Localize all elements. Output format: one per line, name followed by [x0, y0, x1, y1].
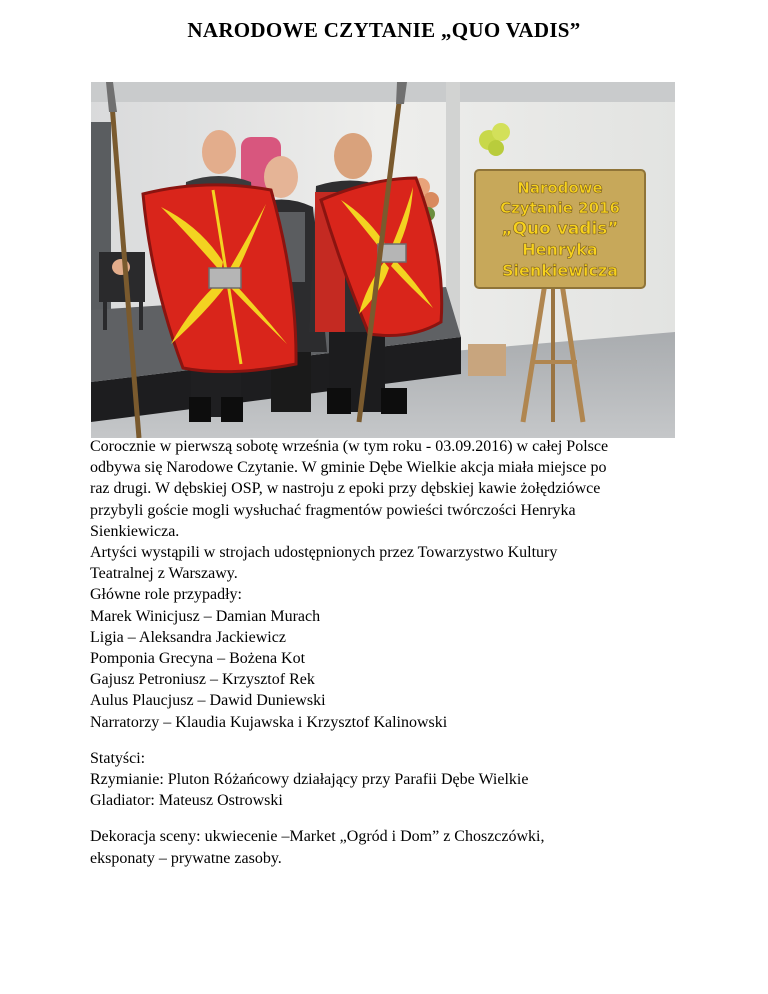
text-line: raz drugi. W dębskiej OSP, w nastroju z epoki przy dębskiej kawie żołędziówce [90, 480, 601, 498]
person-right-head [334, 133, 372, 179]
cast-line: Pomponia Grecyna – Bożena Kot [90, 650, 306, 668]
text-line: eksponaty – prywatne zasoby. [90, 849, 282, 867]
cast-line: Gajusz Petroniusz – Krzysztof Rek [90, 671, 315, 689]
shield-left-boss [209, 268, 241, 288]
photo-illustration [91, 82, 675, 438]
cast-line: Aulus Plaucjusz – Dawid Duniewski [90, 692, 326, 710]
text-line: Corocznie w pierwszą sobotę września (w tym roku - 03.09.2016) w całej Polsce [90, 438, 609, 455]
intro-paragraph [90, 436, 690, 733]
text-line: Statyści: [90, 749, 146, 767]
document-title: NARODOWE CZYTANIE „QUO VADIS” [187, 18, 581, 42]
person-right-boot [381, 388, 407, 414]
text-line: Główne role przypadły: [90, 586, 242, 604]
sign-line-1: Narodowe [517, 179, 603, 197]
flower-decor [488, 140, 504, 156]
event-photo [91, 82, 675, 438]
cast-line: Marek Winicjusz – Damian Murach [90, 607, 321, 625]
sign-line-3: „Quo vadis” [501, 219, 619, 239]
chair-leg [103, 302, 107, 330]
chair-leg [139, 302, 143, 330]
sign-line-2: Czytanie 2016 [500, 199, 620, 217]
text-line: Artyści wystąpili w strojach udostępnionych przez Towarzystwo Kultury [90, 544, 558, 562]
flower-decor [492, 123, 510, 141]
ceiling [91, 82, 675, 102]
extras-paragraph [90, 748, 690, 812]
cast-line: Ligia – Aleksandra Jackiewicz [90, 628, 286, 646]
decor-paragraph [90, 826, 690, 868]
sign-line-4: Henryka [522, 240, 598, 259]
cast-line: Narratorzy – Klaudia Kujawska i Krzysztof Kalinowski [90, 713, 448, 731]
article-text [90, 436, 690, 869]
text-line: odbywa się Narodowe Czytanie. W gminie Dębe Wielkie akcja miała miejsce po [90, 459, 607, 477]
text-line: Sienkiewicza. [90, 522, 180, 540]
text-line: przybyli goście mogli wysłuchać fragmentów powieści twórczości Henryka [90, 501, 576, 519]
text-line: Gladiator: Mateusz Ostrowski [90, 792, 283, 810]
person-left-boot [189, 397, 211, 422]
person-left-boot [221, 397, 243, 422]
person-right-boot [327, 388, 351, 414]
person-left-head [202, 130, 236, 174]
gift-bag [468, 344, 506, 376]
text-line: Dekoracja sceny: ukwiecenie –Market „Ogród i Dom” z Choszczówki, [90, 828, 545, 846]
sign-line-5: Sienkiewicza [501, 261, 619, 280]
text-line: Teatralnej z Warszawy. [90, 565, 238, 583]
text-line: Rzymianie: Pluton Różańcowy działający przy Parafii Dębe Wielkie [90, 771, 529, 789]
